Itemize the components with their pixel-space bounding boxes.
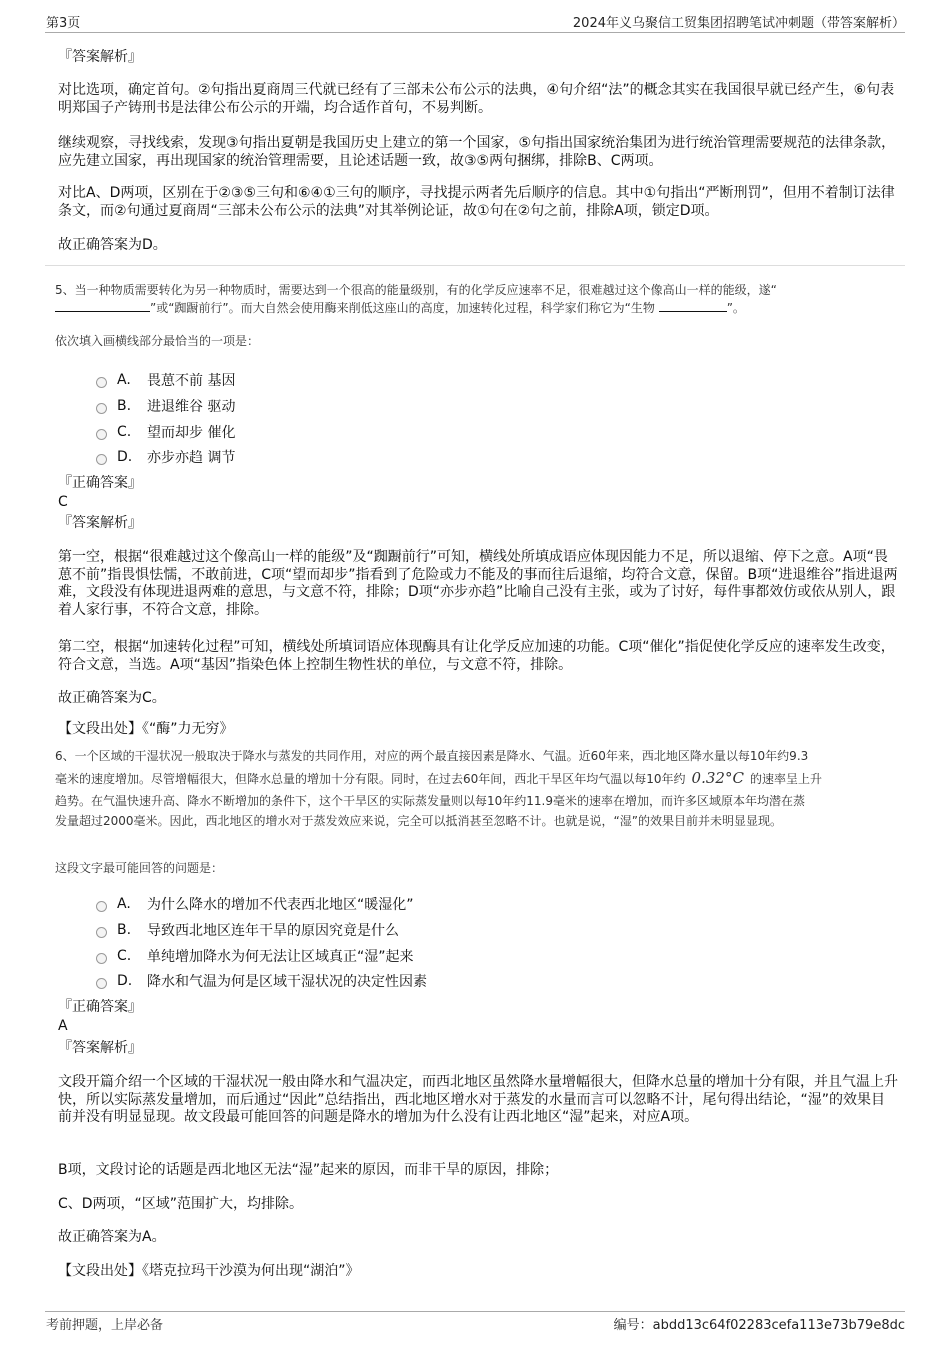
- question-5-prompt: 依次填入画横线部分最恰当的一项是：: [55, 334, 260, 348]
- option-c[interactable]: C. 单纯增加降水为何无法让区域真正“湿”起来: [96, 946, 414, 966]
- blank-line: [659, 299, 727, 312]
- radio-icon[interactable]: [96, 454, 107, 465]
- analysis-paragraph: B项，文段讨论的话题是西北地区无法“湿”起来的原因，而非干旱的原因，排除；: [58, 1162, 559, 1178]
- option-a[interactable]: A. 为什么降水的增加不代表西北地区“暖湿化”: [96, 894, 414, 914]
- final-answer: 故正确答案为C。: [58, 690, 166, 706]
- question-6-stem-line: 6、一个区域的干湿状况一般取决于降水与蒸发的共同作用，对应的两个最直接因素是降水、气温。近60年来，西北地区降水量以每10年约9.3: [55, 749, 809, 763]
- question-5-stem: 5、当一种物质需要转化为另一种物质时，需要达到一个很高的能量级别，有的化学反应速率不足，很难越过这个像高山一样的能级，遂“ ”或“踟蹰前行”。而大自然会使用酶来削低这座山的高度，加速转化过程，科学家们称它为“生物 ”。: [55, 283, 777, 315]
- question-6-prompt: 这段文字最可能回答的问题是：: [55, 861, 224, 875]
- radio-icon[interactable]: [96, 927, 107, 938]
- final-answer: 故正确答案为D。: [58, 237, 167, 253]
- question-6-stem-line: 毫米的速度增加。尽管增幅很大，但降水总量的增加十分有限。同时，在过去60年间，西北干旱区年均气温以每10年约 0.32°C 的速率呈上升: [55, 769, 822, 787]
- answer-value: A: [58, 1018, 68, 1034]
- analysis-paragraph: 继续观察，寻找线索，发现③句指出夏朝是我国历史上建立的第一个国家，⑤句指出国家统治集团为进行统治管理需要规范的法律条款，应先建立国家，再出现国家的统治管理需要，且论述话题一致，故③⑤两句捆绑，排除B、C两项。: [58, 135, 896, 169]
- source-citation: 【文段出处】《塔克拉玛干沙漠为何出现“湖泊”》: [58, 1263, 360, 1279]
- page-number: 第3页: [46, 16, 81, 31]
- blank-line: [55, 299, 150, 312]
- analysis-paragraph: 第一空，根据“很难越过这个像高山一样的能级”及“踟蹰前行”可知，横线处所填成语应体现因能力不足，所以退缩、停下之意。A项“畏葸不前”指畏惧怯懦，不敢前进，C项“望而却步”指看到了危险或力不能及的事而往后退缩，均符合文意，保留。B项“进退维谷”指进退两难，文段没有体现进退两难的意思，与文意不符，排除；D项“亦步亦趋”比喻自己没有主张，或为了讨好，每件事都效仿或依从别人，跟着人家行事，不符合文意，排除。: [58, 549, 898, 618]
- answer-label: 『正确答案』: [58, 475, 142, 491]
- analysis-label: 『答案解析』: [58, 1040, 142, 1056]
- option-a[interactable]: A. 畏葸不前 基因: [96, 370, 235, 390]
- document-id: 编号：abdd13c64f02283cefa113e73b79e8dc: [613, 1318, 905, 1333]
- footer-divider: [45, 1311, 905, 1312]
- radio-icon[interactable]: [96, 403, 107, 414]
- final-answer: 故正确答案为A。: [58, 1229, 166, 1245]
- option-d[interactable]: D. 降水和气温为何是区域干湿状况的决定性因素: [96, 971, 427, 991]
- question-6-stem-line: 趋势。在气温快速升高、降水不断增加的条件下，这个干旱区的实际蒸发量则以每10年约11.9毫米的速率在增加，而许多区域原本年均潜在蒸: [55, 794, 805, 808]
- option-c[interactable]: C. 望而却步 催化: [96, 422, 235, 442]
- temperature-formula: 0.32°C: [691, 769, 744, 787]
- radio-icon[interactable]: [96, 429, 107, 440]
- answer-value: C: [58, 494, 68, 510]
- radio-icon[interactable]: [96, 978, 107, 989]
- question-divider: [45, 265, 905, 266]
- answer-label: 『正确答案』: [58, 999, 142, 1015]
- source-citation: 【文段出处】《“酶”力无穷》: [58, 721, 234, 737]
- question-6-stem-line: 发量超过2000毫米。因此，西北地区的增水对于蒸发效应来说，完全可以抵消甚至忽略不计。也就是说，“湿”的效果目前并未明显显现。: [55, 814, 782, 828]
- radio-icon[interactable]: [96, 901, 107, 912]
- analysis-label: 『答案解析』: [58, 515, 142, 531]
- option-b[interactable]: B. 进退维谷 驱动: [96, 396, 235, 416]
- header-divider: [45, 32, 905, 33]
- option-d[interactable]: D. 亦步亦趋 调节: [96, 447, 235, 467]
- option-b[interactable]: B. 导致西北地区连年干旱的原因究竟是什么: [96, 920, 399, 940]
- analysis-paragraph: 第二空，根据“加速转化过程”可知，横线处所填词语应体现酶具有让化学反应加速的功能。C项“催化”指促使化学反应的速率发生改变，符合文意，当选。A项“基因”指染色体上控制生物性状的单位，与文意不符，排除。: [58, 639, 895, 673]
- radio-icon[interactable]: [96, 377, 107, 388]
- analysis-paragraph: C、D两项，“区域”范围扩大，均排除。: [58, 1196, 304, 1212]
- analysis-paragraph: 文段开篇介绍一个区域的干湿状况一般由降水和气温决定，而西北地区虽然降水量增幅很大，但降水总量的增加十分有限，并且气温上升快，所以实际蒸发量增加，而后通过“因此”总结指出，西北地区增水对于蒸发的水量而言可以忽略不计，尾句得出结论，“湿”的效果目前并没有明显显现。故文段最可能回答的问题是降水的增加为什么没有让西北地区“湿”起来，对应A项。: [58, 1074, 898, 1125]
- document-title: 2024年义乌聚信工贸集团招聘笔试冲刺题（带答案解析）: [572, 16, 905, 31]
- analysis-paragraph: 对比A、D两项，区别在于②③⑤三句和⑥④①三句的顺序，寻找提示两者先后顺序的信息。其中①句指出“严断刑罚”，但用不着制订法律条文，而②句通过夏商周“三部未公布公示的法典”对其举例论证，故①句在②句之前，排除A项，锁定D项。: [58, 185, 895, 219]
- analysis-label: 『答案解析』: [58, 49, 142, 65]
- analysis-paragraph: 对比选项，确定首句。②句指出夏商周三代就已经有了三部未公布公示的法典，④句介绍“法”的概念其实在我国很早就已经产生，⑥句表明郑国子产铸刑书是法律公布公示的开端，均合适作首句，不易判断。: [58, 82, 895, 116]
- radio-icon[interactable]: [96, 953, 107, 964]
- footer-slogan: 考前押题，上岸必备: [46, 1318, 164, 1333]
